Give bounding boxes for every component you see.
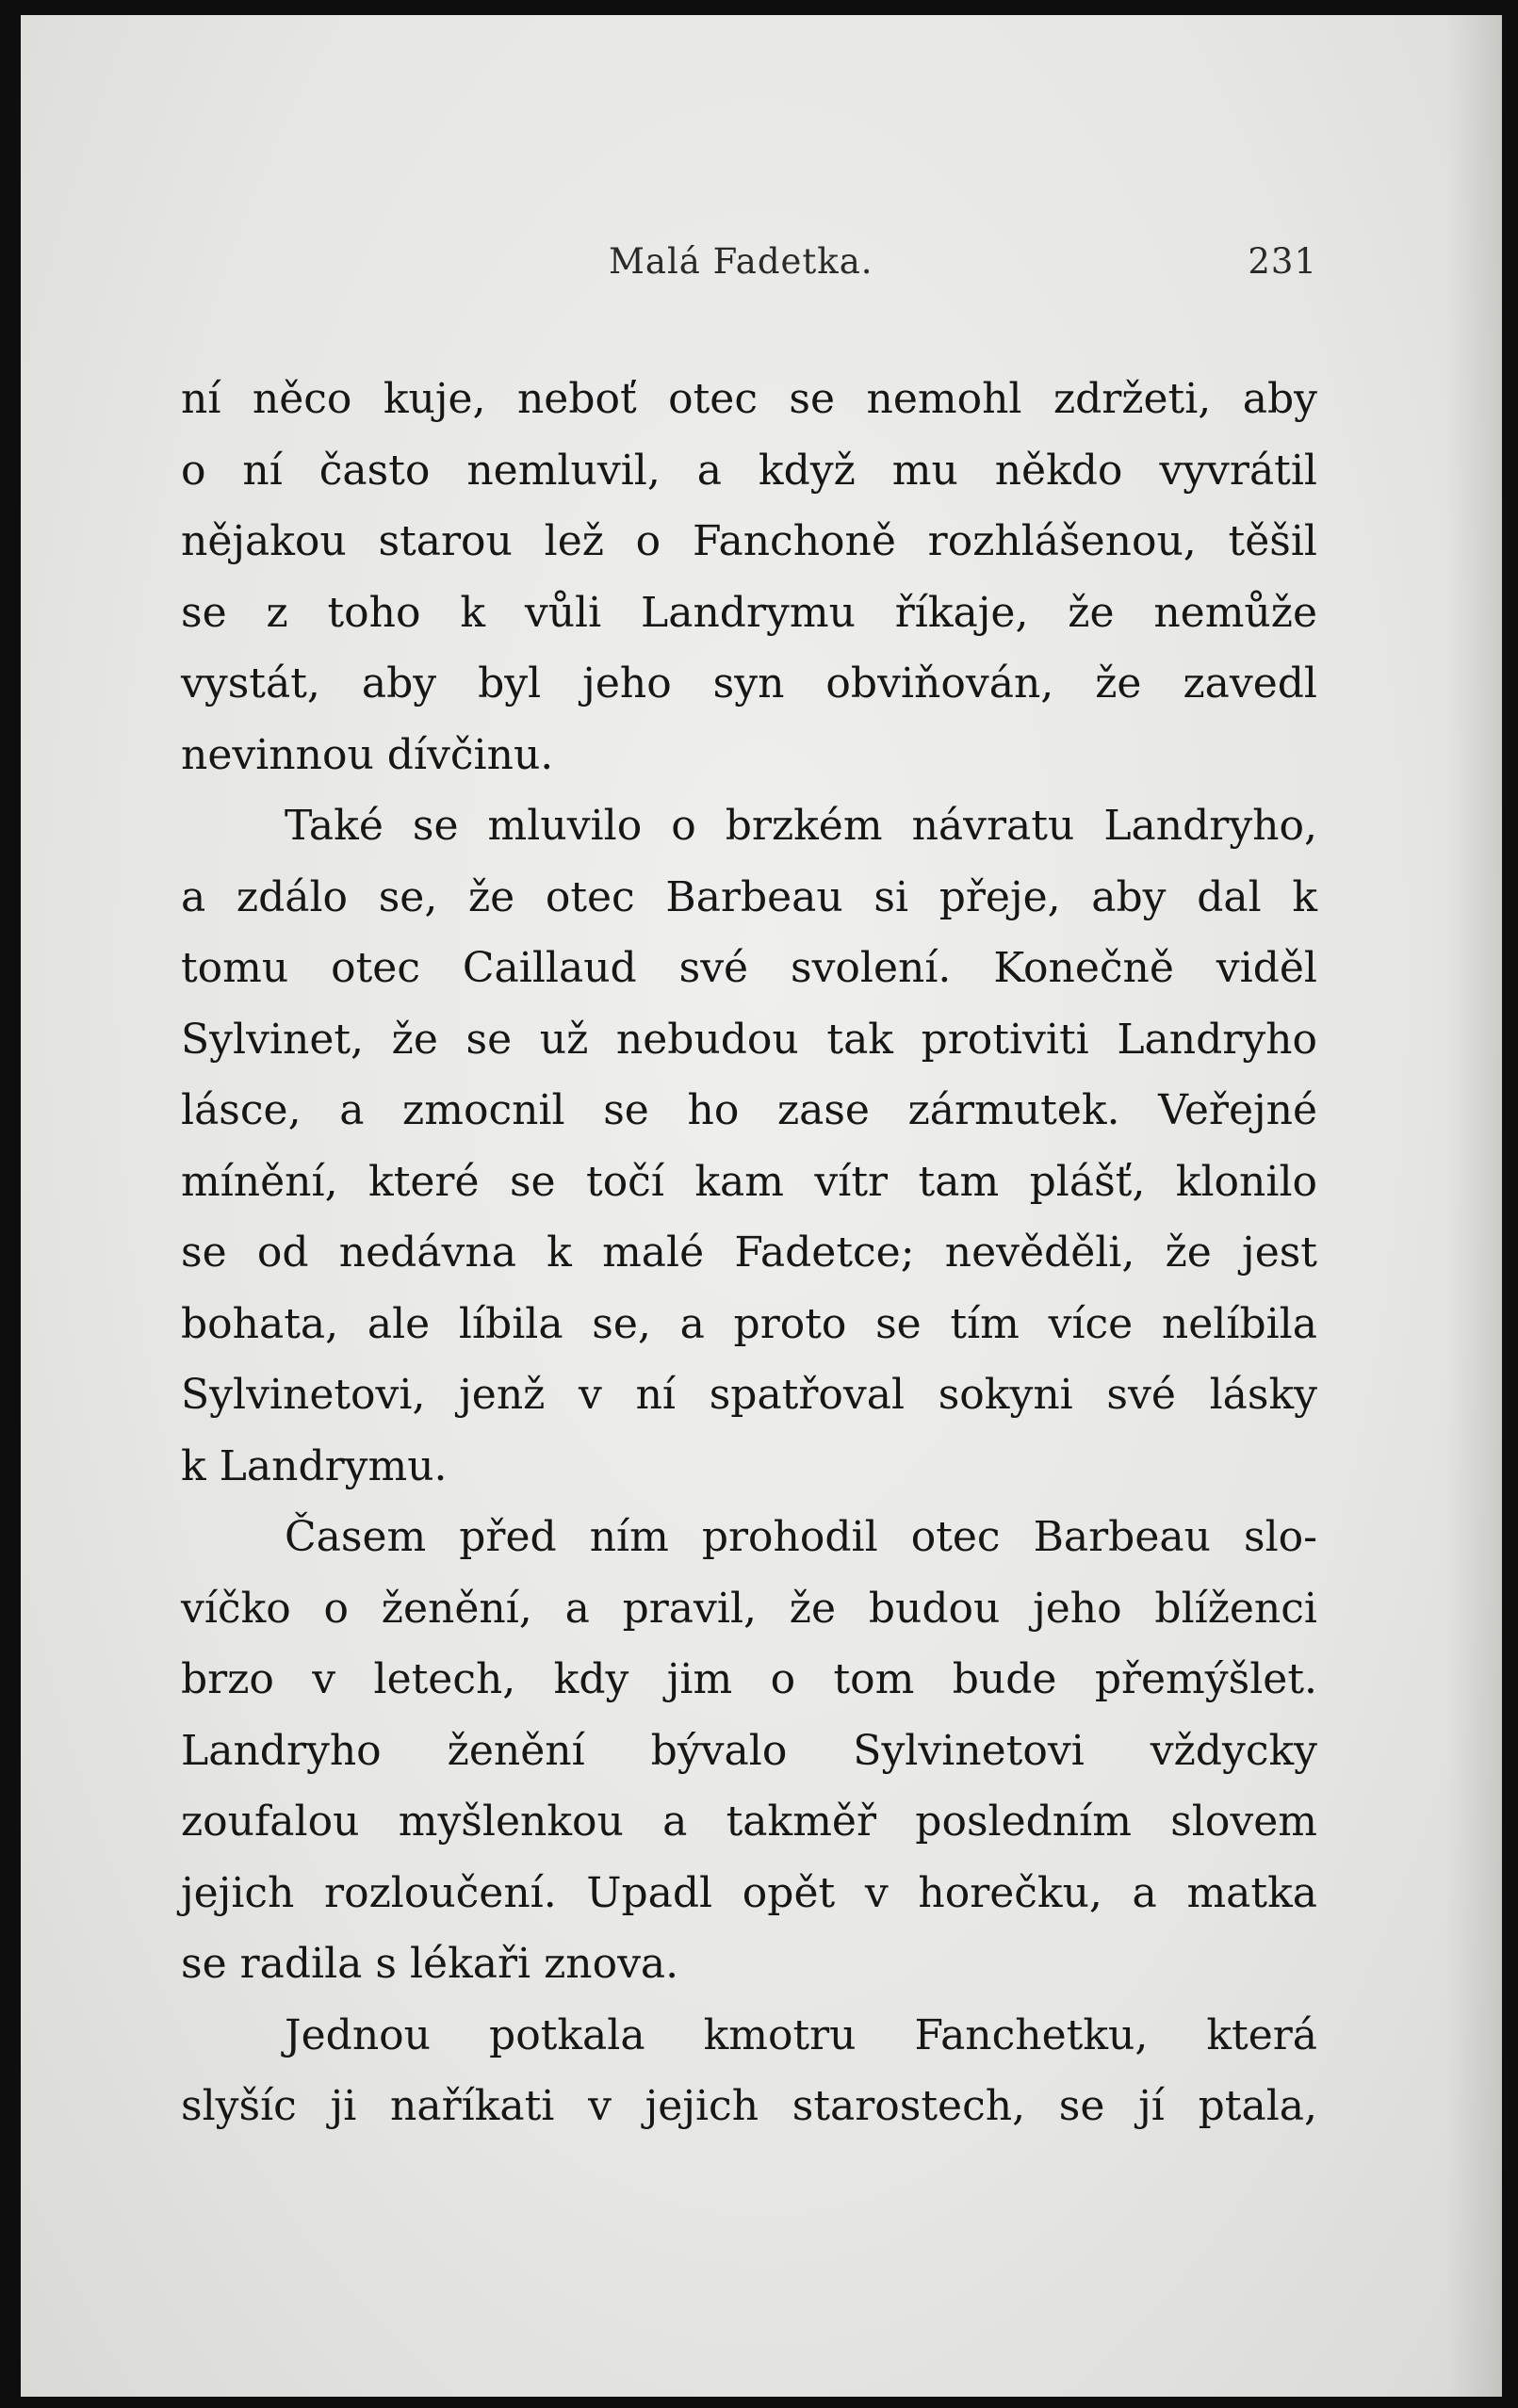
text-line: tomu otec Caillaud své svolení. Konečně viděl xyxy=(181,944,1317,992)
book-page xyxy=(21,15,1502,2397)
text-line: slyšíc ji naříkati v jejich starostech, se jí ptala, xyxy=(181,2082,1317,2130)
text-line: Landryho ženění bývalo Sylvinetovi vždycky xyxy=(181,1726,1317,1775)
running-title: Malá Fadetka. xyxy=(609,241,873,282)
text-line: Jednou potkala kmotru Fanchetku, která xyxy=(285,2010,1317,2059)
text-line: nevinnou dívčinu. xyxy=(181,730,554,779)
text-line: a zdálo se, že otec Barbeau si přeje, aby dal k xyxy=(181,872,1317,921)
page-number: 231 xyxy=(1248,241,1317,282)
text-line: o ní často nemluvil, a když mu někdo vyvrátil xyxy=(181,446,1317,495)
text-line: ní něco kuje, neboť otec se nemohl zdržeti, aby xyxy=(181,375,1317,423)
text-line: se z toho k vůli Landrymu říkaje, že nemůže xyxy=(181,588,1317,637)
text-line: víčko o ženění, a pravil, že budou jeho blíženci xyxy=(181,1584,1317,1633)
text-line: se od nedávna k malé Fadetce; nevěděli, že jest xyxy=(181,1228,1317,1277)
text-line: mínění, které se točí kam vítr tam plášť, klonilo xyxy=(181,1157,1317,1206)
text-line: zoufalou myšlenkou a takměř posledním slovem xyxy=(181,1798,1317,1846)
text-line: nějakou starou lež o Fanchoně rozhlášenou, těšil xyxy=(181,517,1317,565)
text-line: brzo v letech, kdy jim o tom bude přemýšlet. xyxy=(181,1655,1317,1703)
text-line: Sylvinetovi, jenž v ní spatřoval sokyni své lásky xyxy=(181,1371,1317,1419)
text-line: jejich rozloučení. Upadl opět v horečku, a matka xyxy=(181,1868,1317,1917)
running-header xyxy=(181,241,1317,298)
text-line: Také se mluvilo o brzkém návratu Landryho, xyxy=(285,802,1317,850)
body-text xyxy=(181,364,1317,2142)
text-line: vystát, aby byl jeho syn obviňován, že zavedl xyxy=(181,659,1317,708)
text-line: se radila s lékaři znova. xyxy=(181,1940,679,1988)
text-line: lásce, a zmocnil se ho zase zármutek. Veřejné xyxy=(181,1086,1317,1134)
text-line: Sylvinet, že se už nebudou tak protiviti Landryho xyxy=(181,1015,1317,1064)
text-line: k Landrymu. xyxy=(181,1441,448,1490)
text-line: bohata, ale líbila se, a proto se tím více nelíbila xyxy=(181,1299,1317,1348)
text-line: Časem před ním prohodil otec Barbeau slo- xyxy=(285,1513,1317,1561)
